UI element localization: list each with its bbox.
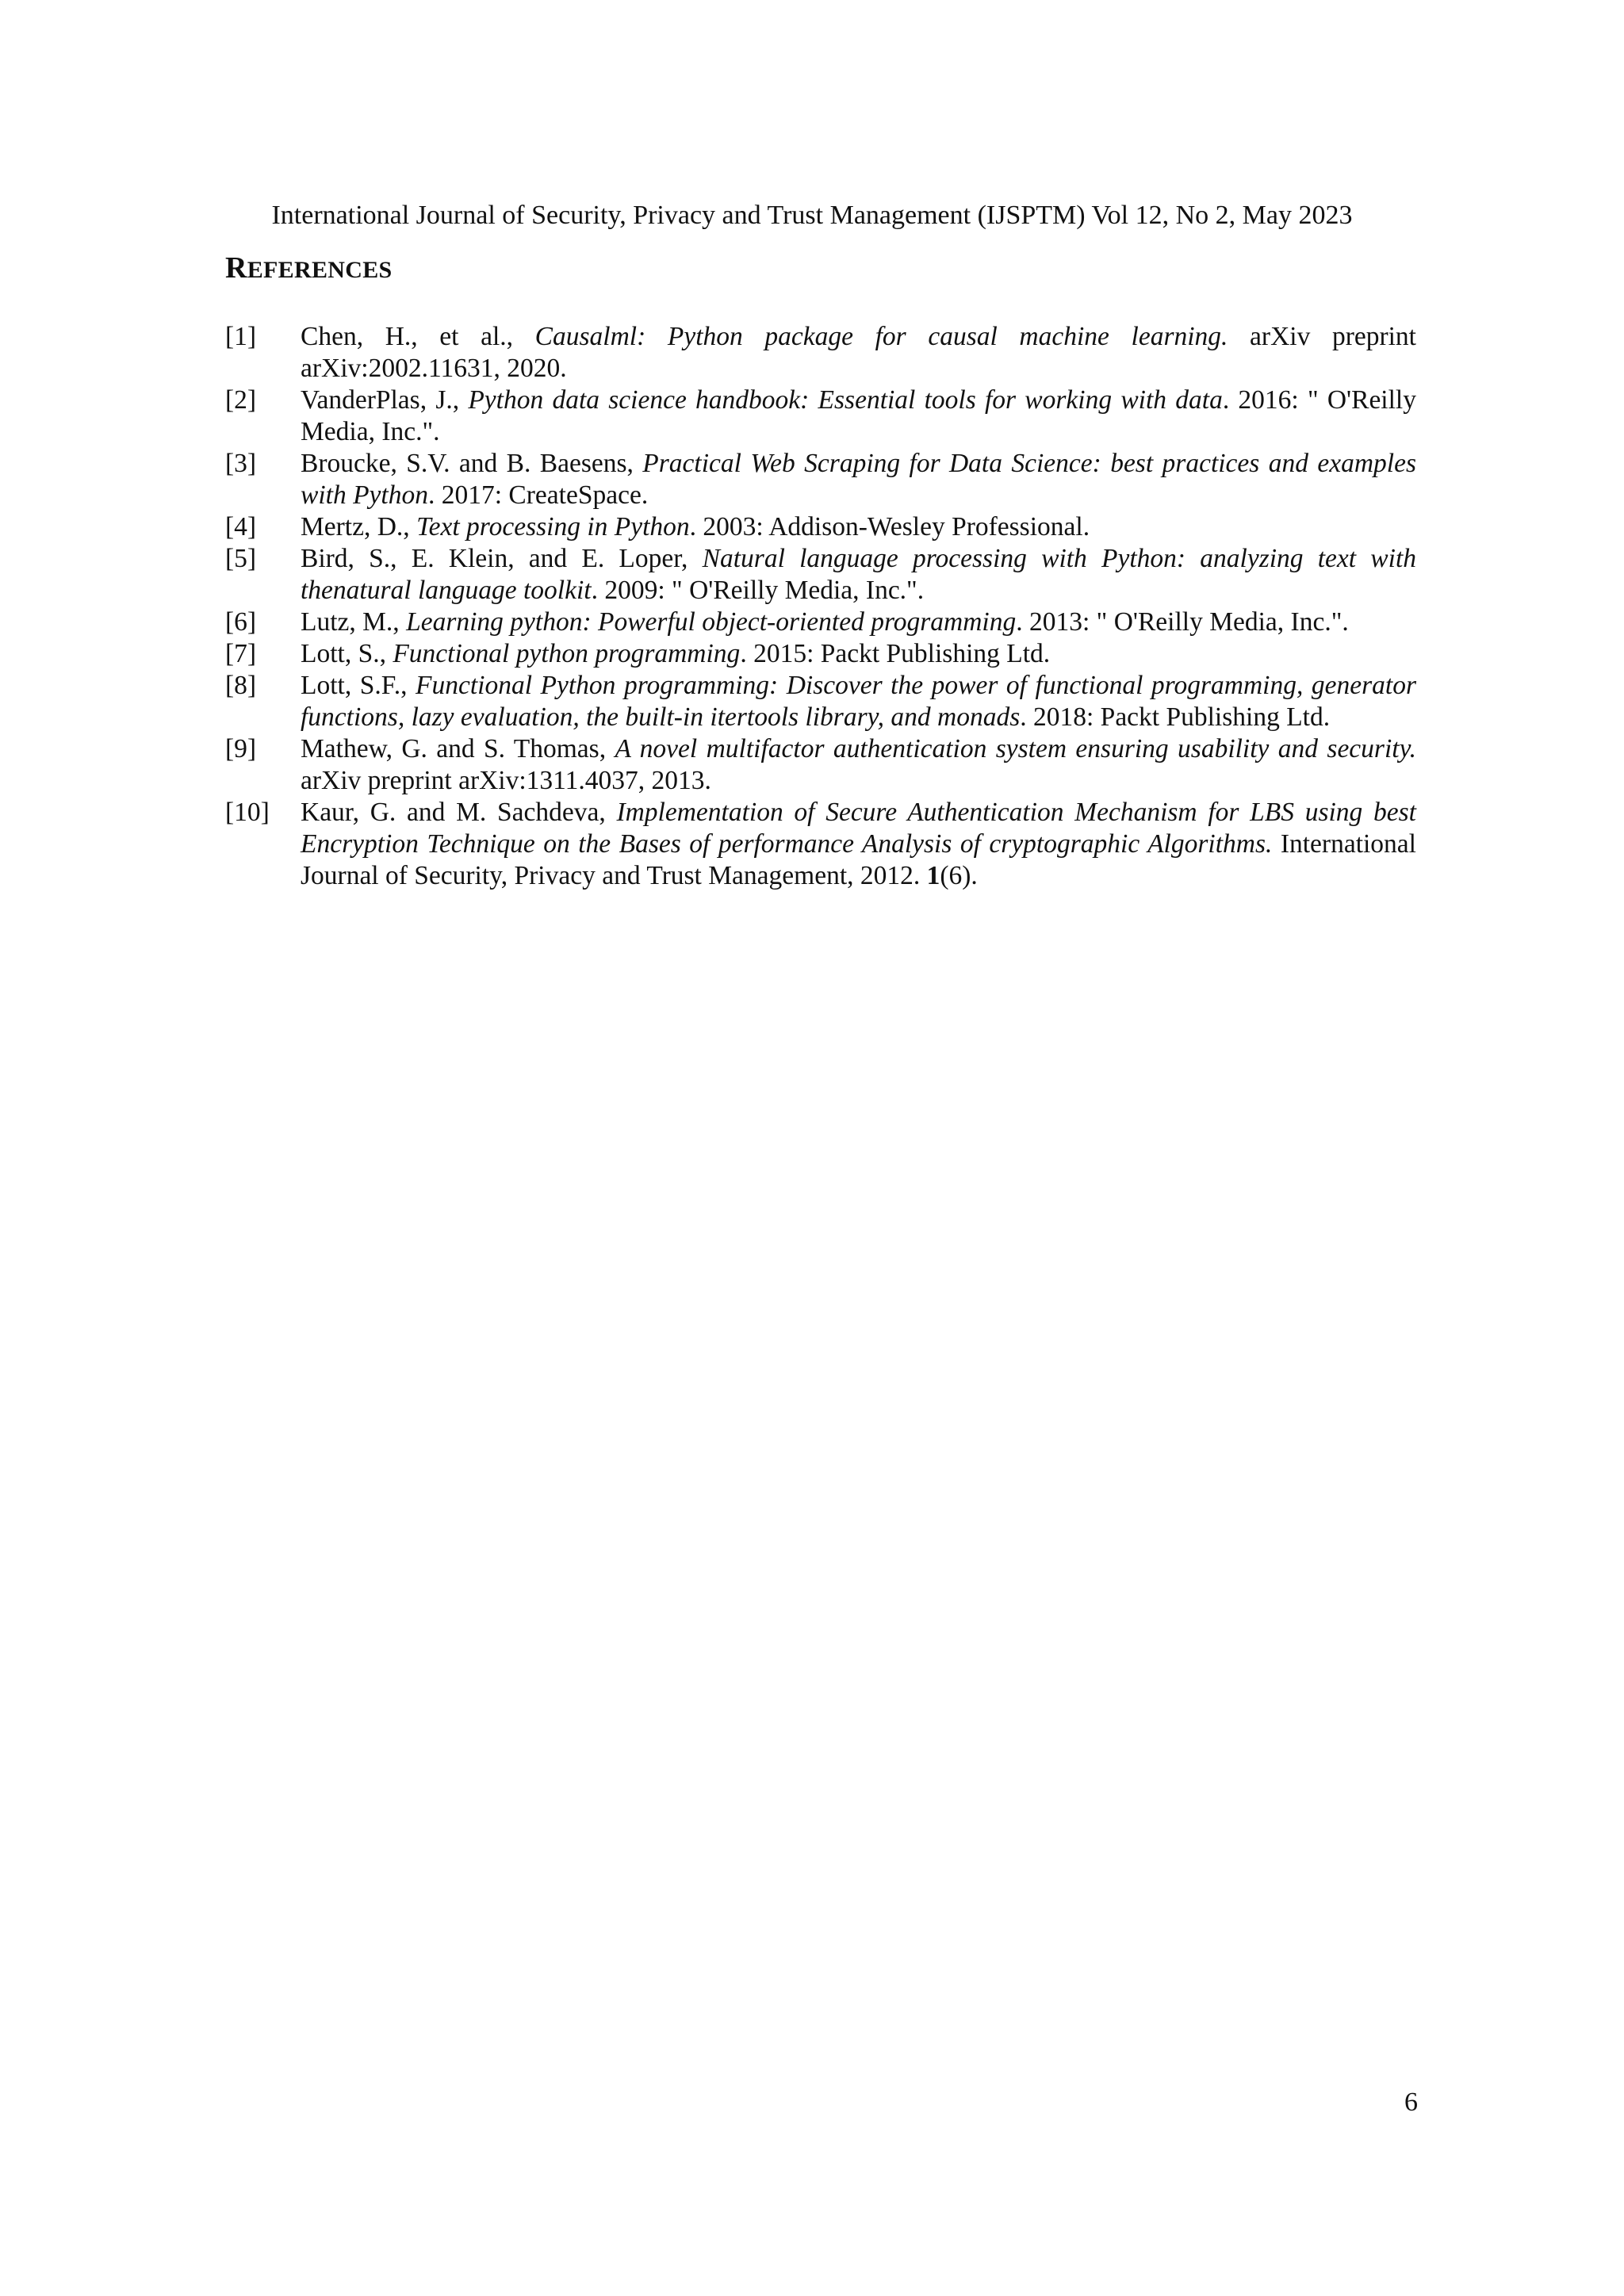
reference-title: Python data science handbook: Essential tools for working with data (468, 385, 1223, 415)
reference-item (225, 733, 1416, 797)
reference-volume: 1 (926, 861, 940, 890)
reference-number: [10] (225, 798, 270, 827)
reference-authors: Lott, S.F., (301, 671, 416, 700)
section-heading-references (225, 252, 393, 286)
reference-text (301, 733, 1416, 797)
reference-authors: Mertz, D., (301, 512, 417, 541)
reference-text (301, 448, 1416, 511)
reference-source: arXiv preprint arXiv:1311.4037, 2013. (301, 766, 711, 795)
reference-source: . 2013: " O'Reilly Media, Inc.". (1016, 607, 1349, 637)
reference-item (225, 607, 1416, 638)
reference-authors: Chen, H., et al., (301, 322, 535, 351)
reference-source: International Journal of Security, Privacy and Trust Management, 2012. (301, 829, 1416, 890)
reference-authors: Bird, S., E. Klein, and E. Loper, (301, 544, 703, 573)
reference-authors: Lutz, M., (301, 607, 407, 637)
reference-source: . 2003: Addison-Wesley Professional. (689, 512, 1090, 541)
reference-number: [1] (225, 322, 257, 351)
reference-item (225, 385, 1416, 448)
reference-authors: Broucke, S.V. and B. Baesens, (301, 449, 643, 478)
reference-item (225, 670, 1416, 733)
reference-item (225, 321, 1416, 385)
reference-text (301, 385, 1416, 448)
reference-title: Practical Web Scraping for Data Science: best practices and examples with Python (301, 449, 1416, 510)
reference-item (225, 448, 1416, 511)
reference-text (301, 607, 1416, 638)
reference-text (301, 511, 1416, 543)
reference-number: [2] (225, 385, 257, 415)
reference-number: [7] (225, 639, 257, 668)
reference-text (301, 797, 1416, 892)
reference-title: Learning python: Powerful object-oriented programming (406, 607, 1017, 637)
reference-authors: Kaur, G. and M. Sachdeva, (301, 798, 617, 827)
reference-authors: VanderPlas, J., (301, 385, 469, 415)
reference-list (225, 321, 1416, 892)
reference-title: Functional python programming (393, 639, 741, 668)
reference-title: A novel multifactor authentication system ensuring usability and security. (615, 734, 1416, 763)
reference-issue: (6). (940, 861, 978, 890)
section-heading-rest: EFERENCES (247, 257, 393, 283)
reference-authors: Mathew, G. and S. Thomas, (301, 734, 615, 763)
reference-text (301, 670, 1416, 733)
reference-item (225, 543, 1416, 607)
reference-authors: Lott, S., (301, 639, 393, 668)
reference-title: Natural language processing with Python: analyzing text with thenatural language toolkit (301, 544, 1417, 605)
reference-title: Implementation of Secure Authentication Mechanism for LBS using best Encryption Technique on the Bases of performance Analysis of cryptographic Algorithms. (301, 798, 1416, 859)
reference-number: [8] (225, 671, 257, 700)
reference-source: arXiv preprint arXiv:2002.11631, 2020. (301, 322, 1416, 383)
reference-title: Functional Python programming: Discover the power of functional programming, generator functions, lazy evaluation, the built-in itertools library, and monads (301, 671, 1416, 732)
reference-title: Causalml: Python package for causal machine learning. (534, 322, 1228, 351)
section-heading-initial: R (225, 251, 247, 285)
reference-source: . 2016: " O'Reilly Media, Inc.". (301, 385, 1416, 446)
reference-source: . 2015: Packt Publishing Ltd. (740, 639, 1051, 668)
reference-title: Text processing in Python (416, 512, 690, 541)
reference-item (225, 797, 1416, 892)
running-header: International Journal of Security, Privacy and Trust Management (IJSPTM) Vol 12, No 2, May 2023 (271, 201, 1353, 230)
reference-item (225, 511, 1416, 543)
reference-number: [9] (225, 734, 257, 763)
reference-text (301, 321, 1416, 385)
reference-source: . 2017: CreateSpace. (427, 480, 649, 510)
page-number: 6 (1404, 2087, 1418, 2117)
reference-text (301, 638, 1416, 670)
reference-item (225, 638, 1416, 670)
reference-source: . 2009: " O'Reilly Media, Inc.". (591, 576, 925, 605)
reference-number: [6] (225, 607, 257, 637)
reference-number: [3] (225, 449, 257, 478)
reference-number: [4] (225, 512, 257, 541)
reference-source: . 2018: Packt Publishing Ltd. (1020, 702, 1331, 732)
reference-text (301, 543, 1416, 607)
reference-number: [5] (225, 544, 257, 573)
